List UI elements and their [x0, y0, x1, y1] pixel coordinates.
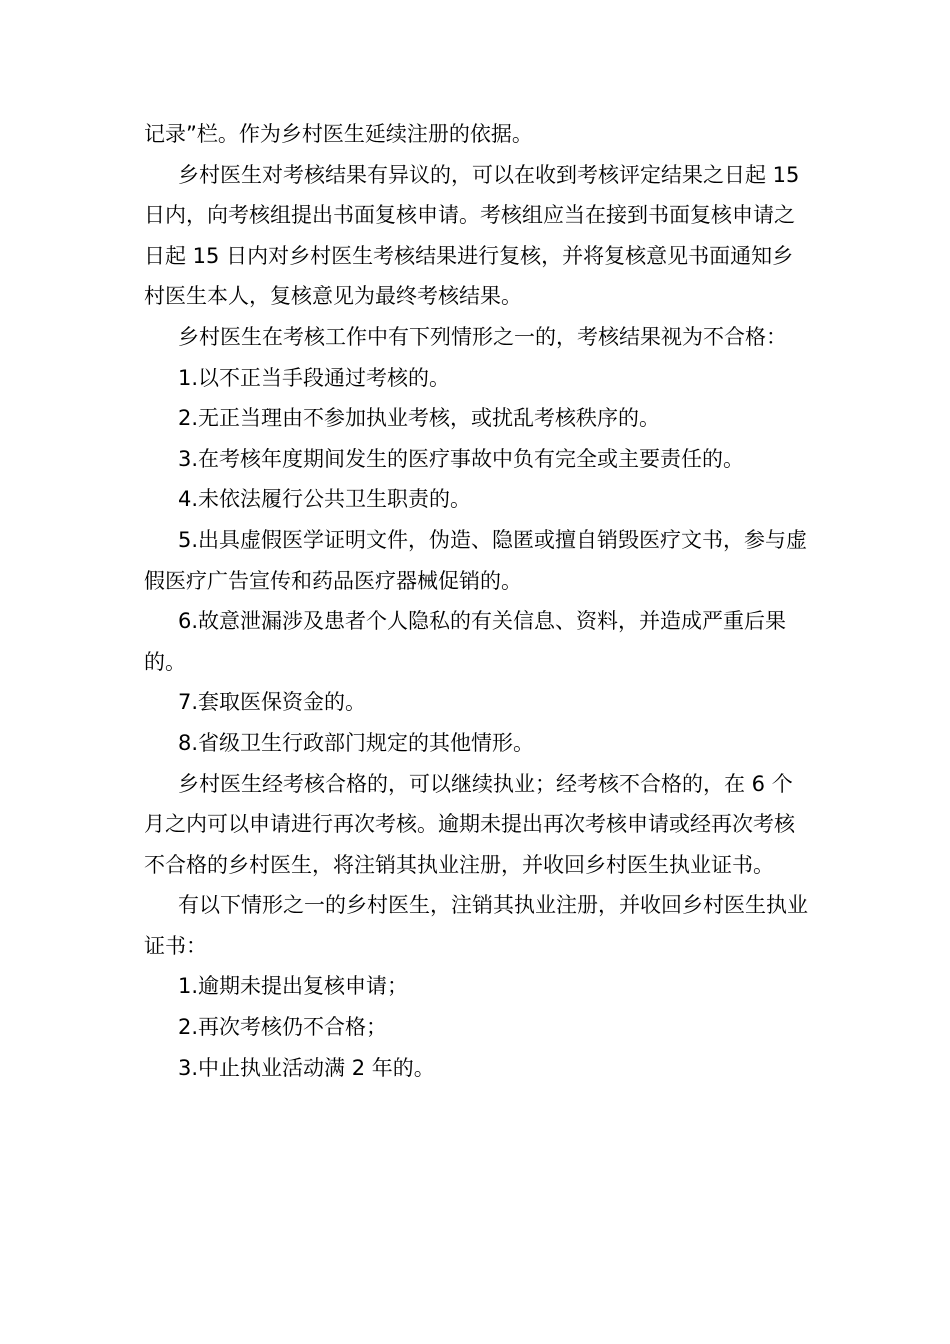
list-item-1: 1.以不正当手段通过考核的。 [178, 365, 451, 390]
document-body [144, 114, 808, 1088]
list-item-3: 3.在考核年度期间发生的医疗事故中负有完全或主要责任的。 [178, 446, 745, 471]
paragraph-cancellation-intro: 有以下情形之一的乡村医生，注销其执业注册，并收回乡村医生执业证书： [144, 893, 808, 958]
paragraph-retest: 乡村医生经考核合格的，可以继续执业；经考核不合格的，在 6 个月之内可以申请进行再次考核。逾期未提出再次考核申请或经再次考核不合格的乡村医生，将注销其执业注册，并收回乡村医生执业证书。 [144, 771, 795, 877]
list-item-2: 2.无正当理由不参加执业考核，或扰乱考核秩序的。 [178, 406, 661, 431]
list-item-4: 4.未依法履行公共卫生职责的。 [178, 487, 472, 512]
cancel-item-2: 2.再次考核仍不合格； [178, 1015, 388, 1040]
paragraph-continuation: 记录”栏。作为乡村医生延续注册的依据。 [144, 122, 533, 146]
cancel-item-3: 3.中止执业活动满 2 年的。 [178, 1055, 435, 1080]
list-item-5: 5.出具虚假医学证明文件，伪造、隐匿或擅自销毁医疗文书，参与虚假医疗广告宣传和药品医疗器械促销的。 [144, 527, 808, 593]
paragraph-unqualified-intro: 乡村医生在考核工作中有下列情形之一的，考核结果视为不合格： [178, 324, 787, 349]
list-item-6: 6.故意泄漏涉及患者个人隐私的有关信息、资料，并造成严重后果的。 [144, 609, 787, 674]
cancel-item-1: 1.逾期未提出复核申请； [178, 974, 409, 999]
paragraph-review-objection: 乡村医生对考核结果有异议的，可以在收到考核评定结果之日起 15 日内，向考核组提出书面复核申请。考核组应当在接到书面复核申请之日起 15 日内对乡村医生考核结果进行复核，并将复核意见书面通知乡村医生本人，复核意见为最终考核结果。 [144, 162, 800, 309]
list-item-8: 8.省级卫生行政部门规定的其他情形。 [178, 730, 535, 755]
list-item-7: 7.套取医保资金的。 [178, 690, 367, 715]
